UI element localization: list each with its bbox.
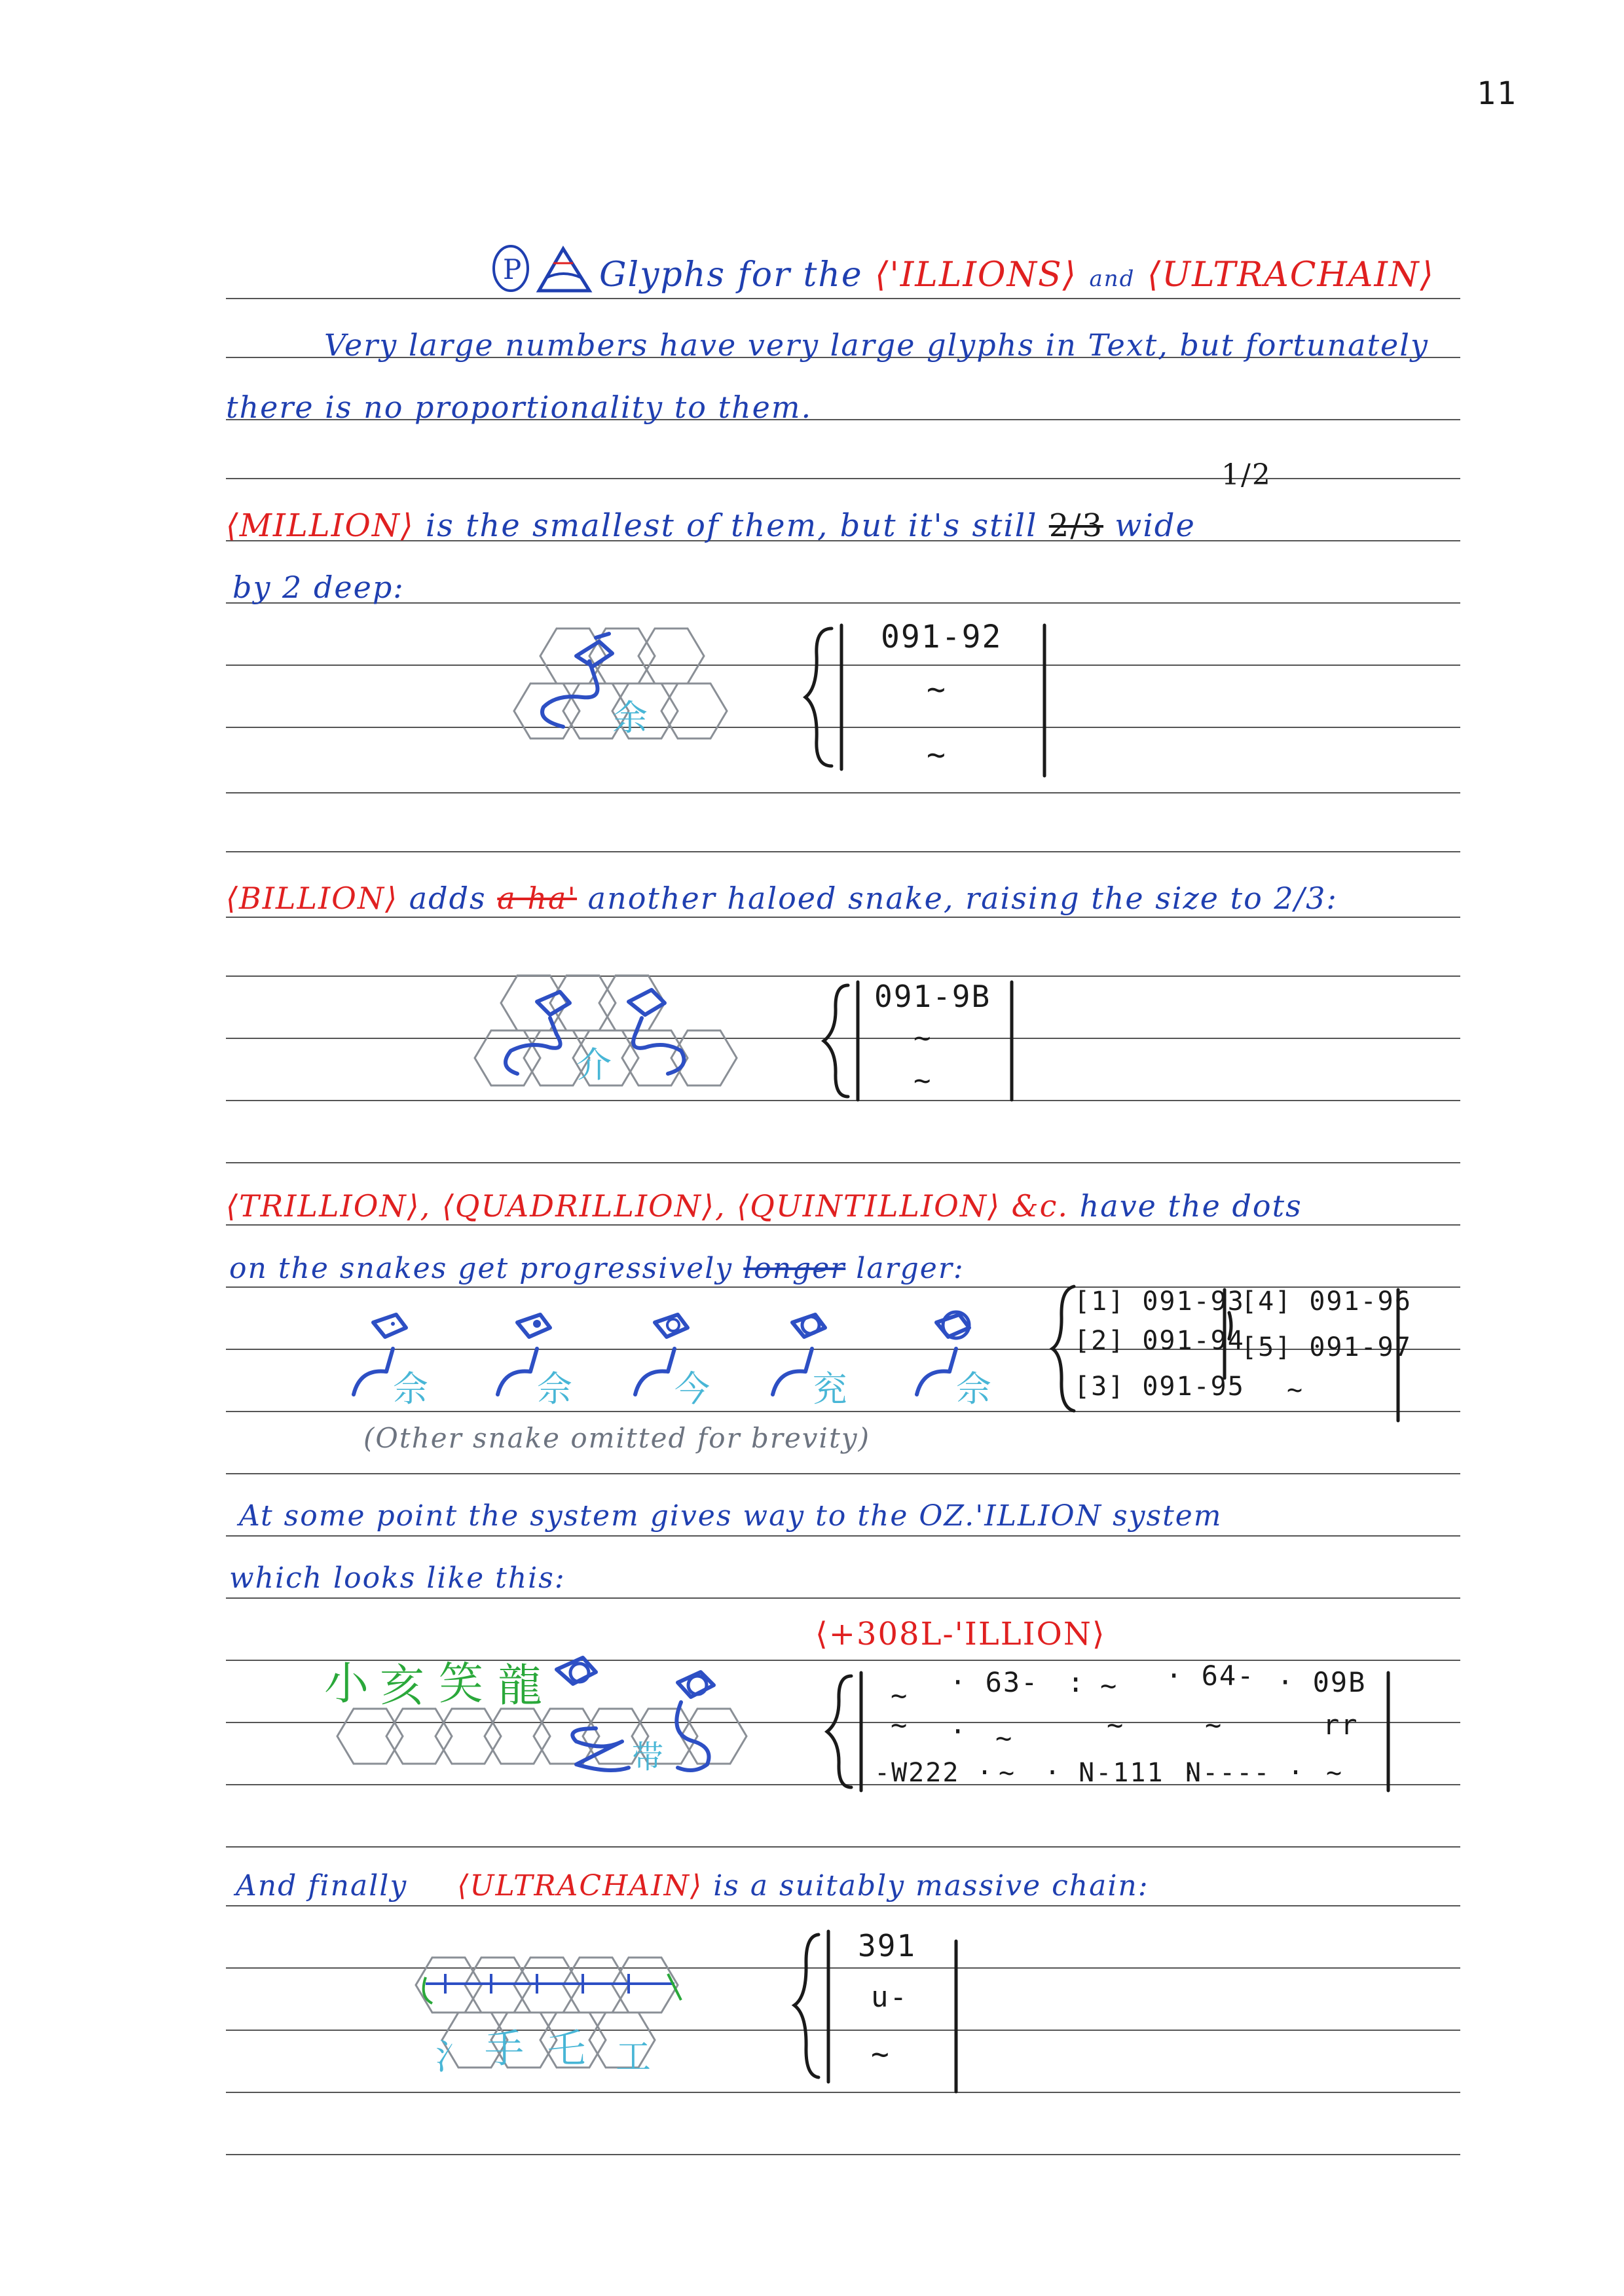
oz-r1-c5: · 64- <box>1166 1660 1255 1692</box>
omission-caption: (Other snake omitted for brevity) <box>363 1422 870 1454</box>
svg-text:P: P <box>503 253 522 285</box>
oz-bar-right <box>1385 1669 1392 1794</box>
intro-line-2: there is no proportionality to them. <box>226 390 813 425</box>
svg-text:氵: 氵 <box>435 2036 471 2077</box>
million-brace <box>802 622 848 773</box>
oz-illion-glyph <box>314 1643 812 1800</box>
billion-bar <box>1008 979 1015 1103</box>
oz-r1-c1: ~ <box>891 1679 909 1711</box>
svg-text:龍: 龍 <box>498 1660 543 1712</box>
oz-r2-c3: ~ <box>995 1722 1014 1754</box>
higher-code-5: [5] 091-97 <box>1241 1332 1412 1362</box>
svg-text:小: 小 <box>324 1658 369 1710</box>
higher-bar-right <box>1395 1286 1401 1424</box>
higher-line-1: ⟨TRILLION⟩, ⟨QUADRILLION⟩, ⟨QUINTILLION⟩ &c. have the dots <box>226 1188 1302 1224</box>
oz-r2-c5: ~ <box>1205 1709 1223 1741</box>
ultrachain-code-2: u- <box>871 1980 908 2014</box>
oz-r2-c6: rr <box>1323 1709 1359 1741</box>
oz-r1-c3: : <box>1067 1666 1086 1698</box>
struck-word: a ha' <box>497 881 578 916</box>
billion-code-1: 091-9B <box>874 979 991 1014</box>
million-bar <box>1041 622 1048 779</box>
billion-line: ⟨BILLION⟩ adds a ha' another haloed snake, raising the size to 2/3: <box>226 881 1338 916</box>
oz-r3-c3: · N-111 · <box>1044 1758 1198 1788</box>
ultrachain-glyph <box>406 1938 720 2095</box>
billion-code-3: ~ <box>913 1064 932 1097</box>
pyramid-glyph-icon <box>534 244 596 296</box>
oz-line-1: At some point the system gives way to the OZ.'ILLION system <box>239 1499 1223 1533</box>
svg-text:亥: 亥 <box>380 1660 425 1712</box>
oz-r1-c6: · 09B <box>1277 1666 1367 1698</box>
svg-text:佘: 佘 <box>956 1368 991 1410</box>
ultrachain-bar <box>953 1938 959 2095</box>
page-number: 11 <box>1477 75 1517 112</box>
oz-r1-c2: · 63- <box>950 1666 1039 1698</box>
svg-text:今: 今 <box>674 1368 710 1410</box>
section-marker-p-icon <box>491 241 530 293</box>
svg-text:乇: 乇 <box>547 2026 586 2072</box>
svg-text:笑: 笑 <box>439 1658 484 1710</box>
svg-text:余: 余 <box>612 697 648 738</box>
svg-text:介: 介 <box>576 1044 612 1085</box>
oz-r1-c4: ~ <box>1100 1669 1118 1702</box>
higher-code-2: [2] 091-94 <box>1074 1326 1245 1356</box>
higher-bar-mid <box>1221 1286 1234 1417</box>
snake-progression-glyphs <box>341 1296 1061 1414</box>
title-ultrachain: ⟨ULTRACHAIN⟩ <box>1147 255 1435 295</box>
million-code-3: ~ <box>927 737 947 773</box>
higher-line-2: on the snakes get progressively longer larger: <box>229 1252 965 1285</box>
higher-names: ⟨TRILLION⟩, ⟨QUADRILLION⟩, ⟨QUINTILLION⟩ &c. <box>226 1188 1069 1224</box>
ultrachain-brace <box>789 1928 835 2085</box>
section-title: Glyphs for the ⟨'ILLIONS⟩ and ⟨ULTRACHAIN⟩ <box>599 255 1435 295</box>
oz-r3-c4: N---- · <box>1185 1758 1305 1788</box>
million-line-2: by 2 deep: <box>232 570 405 605</box>
higher-code-3: [3] 091-95 <box>1074 1372 1245 1402</box>
oz-r3-c2: ~ <box>999 1758 1016 1788</box>
svg-text:兖: 兖 <box>812 1368 847 1410</box>
oz-r2-c4: ~ <box>1107 1709 1125 1741</box>
oz-label: ⟨+308L-'ILLION⟩ <box>815 1616 1106 1652</box>
svg-text:佘: 佘 <box>393 1368 428 1410</box>
ultrachain-name: ⟨ULTRACHAIN⟩ <box>457 1869 703 1903</box>
higher-code-4: [4] 091-96 <box>1241 1286 1412 1317</box>
billion-name: ⟨BILLION⟩ <box>226 881 399 916</box>
svg-text:佘: 佘 <box>537 1368 572 1410</box>
oz-r3-c1: -W222 · <box>874 1758 994 1788</box>
struck-longer: longer <box>743 1252 846 1285</box>
struck-size: 2/3 <box>1048 507 1104 544</box>
ultrachain-code-1: 391 <box>858 1928 917 1963</box>
billion-brace <box>819 979 864 1103</box>
million-code-2: ~ <box>927 671 947 708</box>
ultrachain-code-3: ~ <box>871 2036 891 2071</box>
million-line-1: ⟨MILLION⟩ is the smallest of them, but it's still 2/3 wide <box>226 507 1196 544</box>
svg-text:手: 手 <box>485 2026 524 2072</box>
oz-brace <box>822 1669 868 1794</box>
oz-line-2: which looks like this: <box>229 1561 566 1595</box>
intro-line-1: Very large numbers have very large glyphs in Text, but fortunately <box>324 327 1429 363</box>
higher-code-6: ~ <box>1287 1375 1304 1405</box>
oz-r2-c2: · <box>950 1715 968 1747</box>
ultrachain-line: And finally ⟨ULTRACHAIN⟩ is a suitably massive chain: <box>236 1869 1149 1903</box>
billion-glyph <box>458 962 773 1120</box>
size-correction: 1/2 <box>1221 458 1272 492</box>
oz-r2-c1: ~ <box>891 1709 909 1741</box>
higher-code-1: [1] 091-93 <box>1074 1286 1245 1317</box>
higher-brace-left <box>1051 1283 1077 1414</box>
svg-text:工: 工 <box>616 2036 651 2077</box>
million-name: ⟨MILLION⟩ <box>226 507 415 544</box>
oz-r3-c5: ~ <box>1326 1758 1344 1788</box>
million-glyph <box>485 615 747 779</box>
svg-text:带: 带 <box>632 1739 664 1776</box>
million-code-1: 091-92 <box>881 619 1003 655</box>
title-illions: ⟨'ILLIONS⟩ <box>875 255 1077 295</box>
billion-code-2: ~ <box>913 1021 932 1055</box>
